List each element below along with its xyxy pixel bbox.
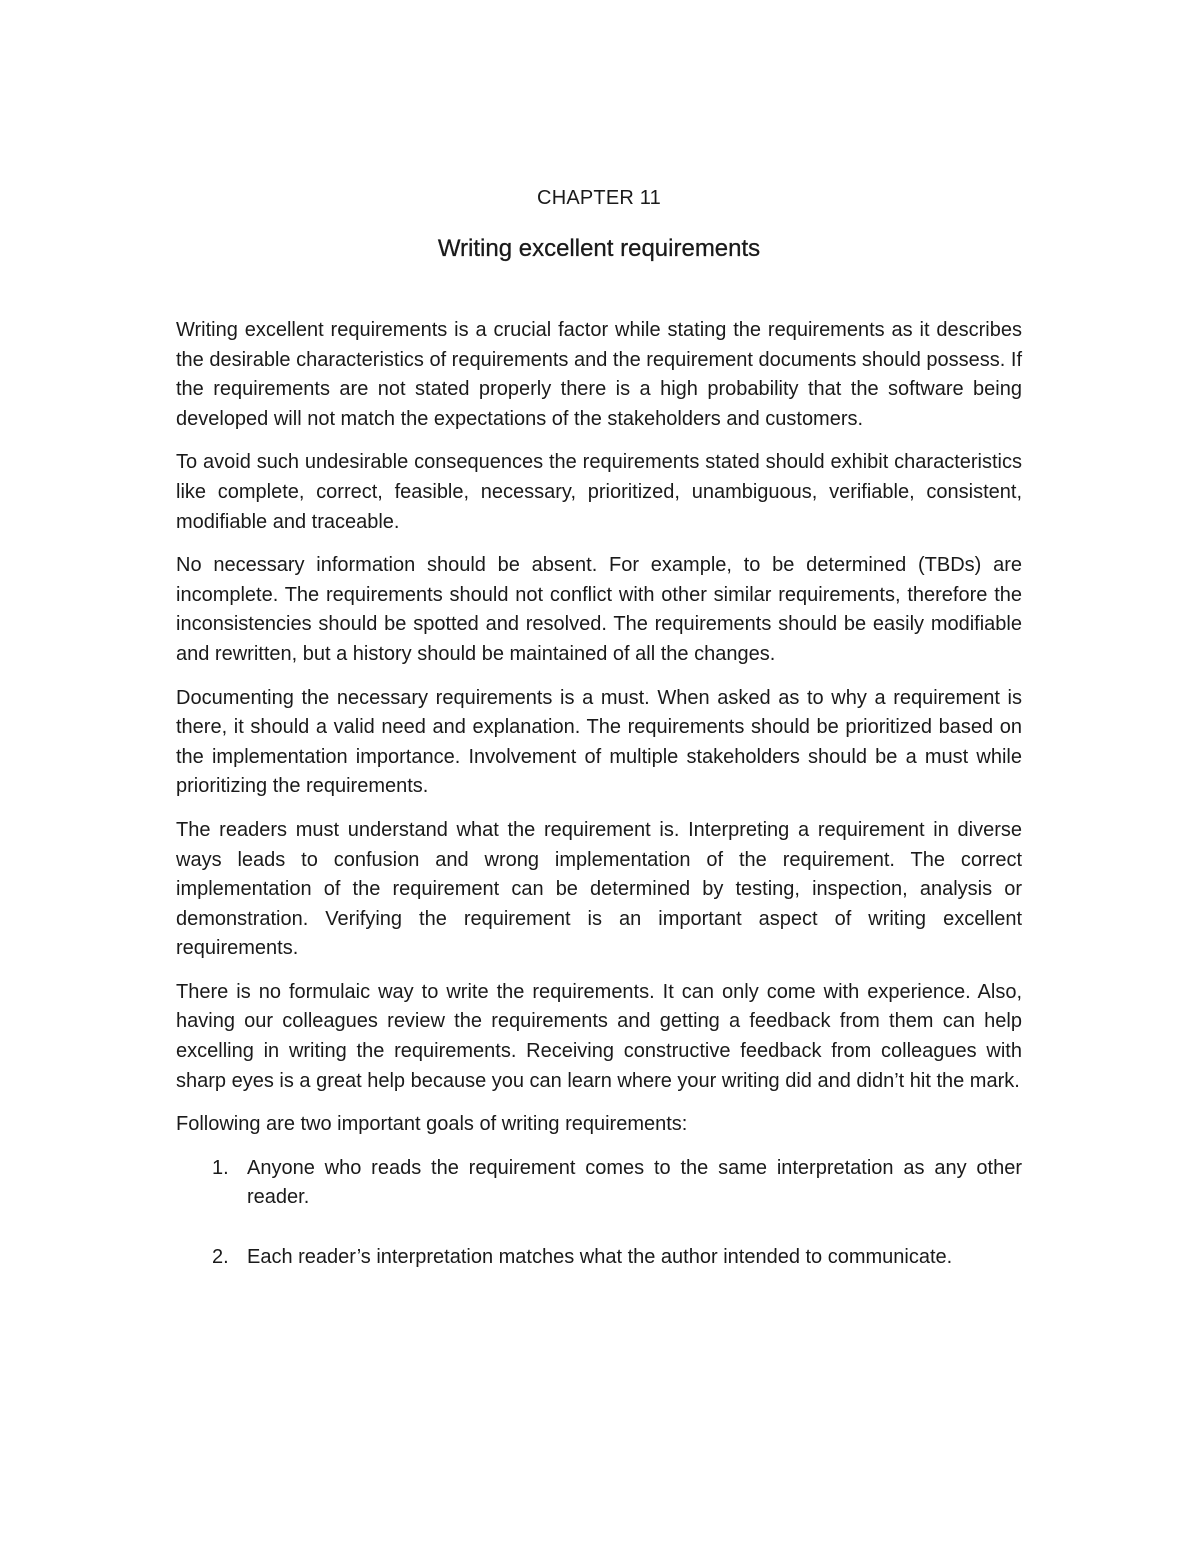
list-item-number: 1. [212,1156,229,1179]
document-page [176,180,1022,1303]
body-paragraph: No necessary information should be absent. For example, to be determined (TBDs) are incomplete. The requirements should not conflict with other similar requirements, therefore the inconsistencies should be spotted and resolved. The requirements should be easily modifiable and rewritten, but a history should be maintained of all the changes. [176,554,1022,665]
body-paragraph: The readers must understand what the requirement is. Interpreting a requirement in diverse ways leads to confusion and wrong implementation of the requirement. The correct implementation of the requirement can be determined by testing, inspection, analysis or demonstration. Verifying the requirement is an important aspect of writing excellent requirements. [176,818,1022,960]
list-item-text: Each reader’s interpretation matches what the author intended to communicate. [247,1246,953,1269]
list-item-number: 2. [212,1246,229,1269]
goals-list [176,1154,1022,1273]
body-paragraph: Documenting the necessary requirements is a must. When asked as to why a requirement is there, it should a valid need and explanation. The requirements should be prioritized based on the implementation importance. Involvement of multiple stakeholders should be a must while prioritizing the requirements. [176,686,1022,798]
chapter-label: CHAPTER 11 [537,187,661,209]
body-paragraph: There is no formulaic way to write the requirements. It can only come with experience. Also, having our colleagues review the requirements and getting a feedback from them can help excelling in writing the requirements. Receiving constructive feedback from colleagues with sharp eyes is a great help because you can learn where your writing did and didn’t hit the mark. [176,980,1022,1092]
list-item [176,1154,1022,1213]
body-paragraph: Writing excellent requirements is a crucial factor while stating the requirements as it describes the desirable characteristics of requirements and the requirement documents should possess. If the requirements are not stated properly there is a high probability that the software being developed will not match the expectations of the stakeholders and customers. [176,319,1022,430]
page-title: Writing excellent requirements [437,235,761,262]
list-item-text: Anyone who reads the requirement comes to the same interpretation as any other reader. [247,1156,1022,1209]
body-paragraph: To avoid such undesirable consequences the requirements stated should exhibit characteristics like complete, correct, feasible, necessary, prioritized, unambiguous, verifiable, consistent, modifiable and traceable. [176,451,1022,533]
goals-intro: Following are two important goals of writing requirements: [176,1113,688,1136]
list-item [176,1243,1022,1273]
